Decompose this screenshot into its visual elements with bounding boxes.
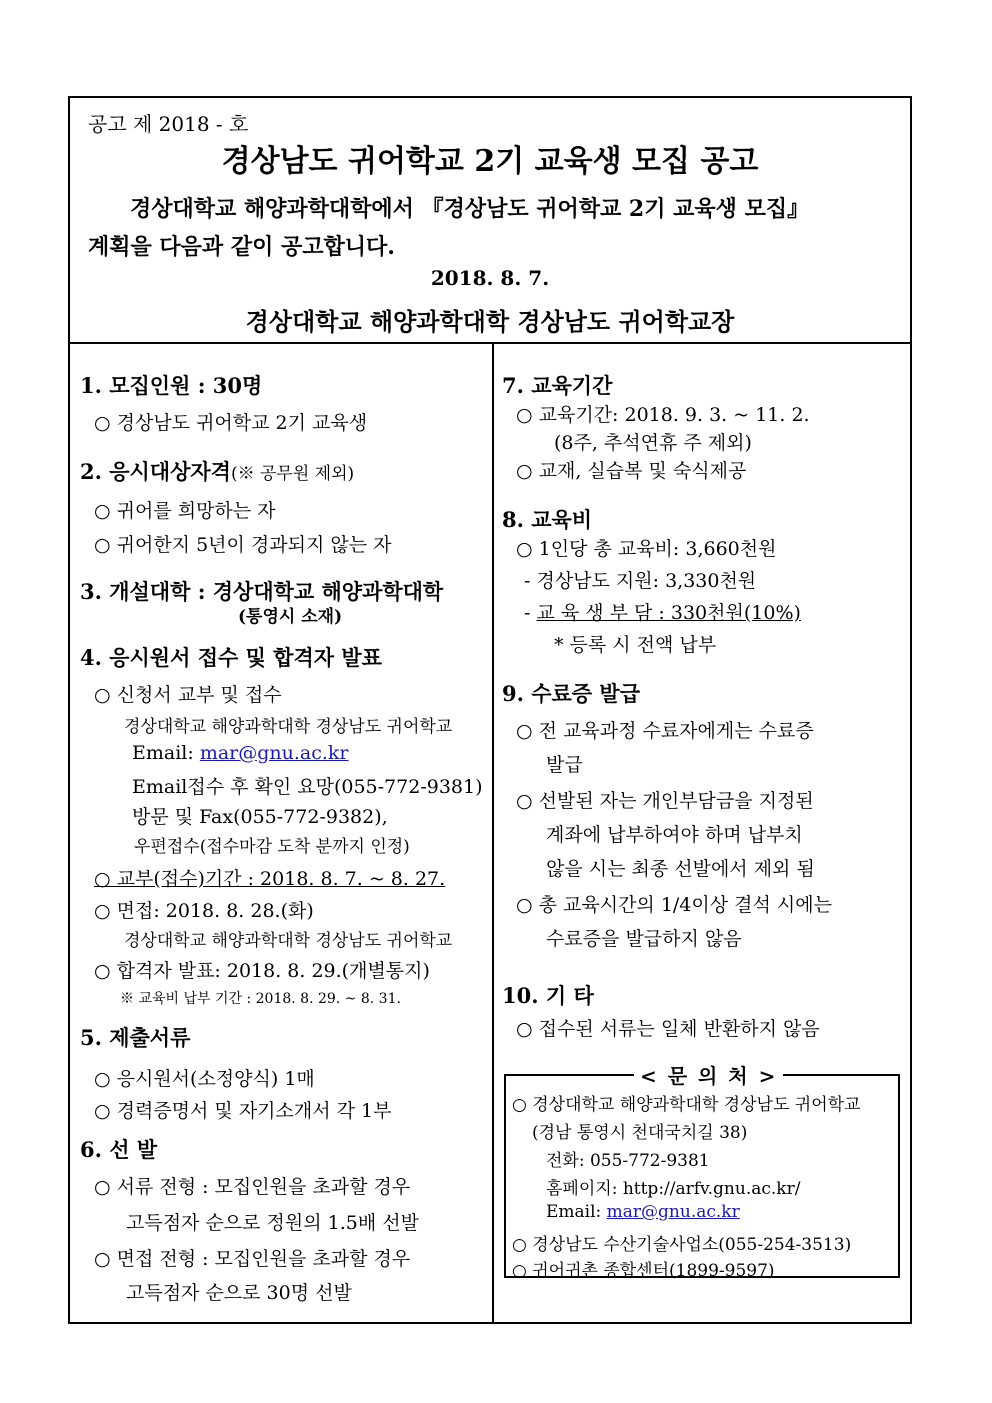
contact-email-row [546,1202,740,1222]
section-3-title: 3. 개설대학 : 경상대학교 해양과학대학 [80,579,444,604]
section-6-item-2b: 고득점자 순으로 30명 선발 [126,1282,352,1304]
section-8-item-1: ○ 1인당 총 교육비: 3,660천원 [516,538,777,560]
notice-number: 공고 제 2018 - 호 [88,112,249,136]
email-label: Email: [132,742,200,764]
contact-item-2: ○ 경상남도 수산기술사업소(055-254-3513) [512,1235,852,1255]
intro-line-1: 경상대학교 해양과학대학에서 『경상남도 귀어학교 2기 교육생 모집』 [130,196,810,222]
section-8-item-3-row [524,598,801,625]
section-8-title: 8. 교육비 [502,507,593,532]
contact-title: < 문 의 처 > [634,1060,783,1089]
section-2-item-2: ○ 귀어한지 5년이 경과되지 않는 자 [94,534,392,556]
section-4-line-3: Email접수 후 확인 요망(055-772-9381) [132,776,483,798]
section-4-line-1: 경상대학교 해양과학대학 경상남도 귀어학교 [124,717,453,737]
section-2-item-1: ○ 귀어를 희망하는 자 [94,500,276,522]
issuer: 경상대학교 해양과학대학 경상남도 귀어학교장 [245,307,735,336]
section-4-email-row [132,742,349,764]
section-8-item-2: - 경상남도 지원: 3,330천원 [524,570,757,592]
section-7-title: 7. 교육기간 [502,373,613,398]
section-2-note: (※ 공무원 제외) [230,464,355,484]
section-4-line-5: 우편접수(접수마감 도착 분까지 인정) [134,837,410,857]
section-6-item-1: ○ 서류 전형 : 모집인원을 초과할 경우 [94,1176,411,1198]
section-4-line-4: 방문 및 Fax(055-772-9382), [132,806,388,828]
contact-email-link[interactable]: mar@gnu.ac.kr [606,1202,740,1222]
section-4-title: 4. 응시원서 접수 및 합격자 발표 [80,645,382,670]
notice-header [70,98,910,344]
section-4-item-2: ○ 교부(접수)기간 : 2018. 8. 7. ~ 8. 27. [94,868,446,890]
section-6-item-1b: 고득점자 순으로 정원의 1.5배 선발 [126,1212,419,1234]
section-5-item-2: ○ 경력증명서 및 자기소개서 각 1부 [94,1100,392,1122]
section-9-item-2b: 계좌에 납부하여야 하며 납부치 [546,824,803,846]
section-7-item-1: ○ 교육기간: 2018. 9. 3. ~ 11. 2. [516,404,810,426]
section-4-note: ※ 교육비 납부 기간 : 2018. 8. 29. ~ 8. 31. [120,991,401,1007]
contact-item-1b: (경남 통영시 천대국치길 38) [532,1123,748,1143]
section-9-item-2: ○ 선발된 자는 개인부담금을 지정된 [516,790,814,812]
section-2-title-row [80,456,354,486]
section-2-title: 2. 응시대상자격 [80,459,231,484]
section-4-line-6: 경상대학교 해양과학대학 경상남도 귀어학교 [124,931,453,951]
section-5-item-1: ○ 응시원서(소정양식) 1매 [94,1068,315,1090]
section-3-note: (통영시 소재) [238,607,343,627]
contact-item-3: ○ 귀어귀촌 종합센터(1899-9597) [512,1261,775,1281]
notice-frame [68,96,912,1324]
section-9-item-1b: 발급 [546,754,583,776]
section-9-title: 9. 수료증 발급 [502,681,640,706]
contact-phone: 전화: 055-772-9381 [546,1151,710,1171]
notice-date: 2018. 8. 7. [430,266,550,290]
section-9-item-1: ○ 전 교육과정 수료자에게는 수료증 [516,720,814,742]
section-1-title: 1. 모집인원 : 30명 [80,373,263,398]
section-5-title: 5. 제출서류 [80,1025,191,1050]
section-9-item-2c: 않을 시는 최종 선발에서 제외 됨 [546,858,815,880]
section-10-title: 10. 기 타 [502,983,594,1008]
intro-line-2: 계획을 다음과 같이 공고합니다. [88,234,395,260]
section-6-title: 6. 선 발 [80,1137,158,1162]
section-8-note: * 등록 시 전액 납부 [554,634,717,656]
section-10-item-1: ○ 접수된 서류는 일체 반환하지 않음 [516,1018,820,1040]
section-4-item-4: ○ 합격자 발표: 2018. 8. 29.(개별통지) [94,960,430,982]
section-9-item-3: ○ 총 교육시간의 1/4이상 결석 시에는 [516,894,832,916]
section-1-item: ○ 경상남도 귀어학교 2기 교육생 [94,412,368,434]
section-4-item-3: ○ 면접: 2018. 8. 28.(화) [94,900,314,922]
contact-box [504,1064,900,1281]
section-7-item-1b: (8주, 추석연휴 주 제외) [554,432,752,454]
section-8-item-3-dash: - [524,602,537,624]
email-link[interactable]: mar@gnu.ac.kr [199,742,349,764]
section-9-item-3b: 수료증을 발급하지 않음 [546,928,742,950]
page-title: 경상남도 귀어학교 2기 교육생 모집 공고 [221,144,759,179]
contact-email-label: Email: [546,1202,607,1222]
column-divider [492,344,494,1324]
contact-homepage[interactable]: 홈페이지: http://arfv.gnu.ac.kr/ [546,1179,801,1199]
section-8-item-3: 교 육 생 부 담 : 330천원(10%) [536,602,801,624]
section-6-item-2: ○ 면접 전형 : 모집인원을 초과할 경우 [94,1248,411,1270]
section-4-item-1: ○ 신청서 교부 및 접수 [94,684,282,706]
section-7-item-2: ○ 교재, 실습복 및 숙식제공 [516,460,747,482]
contact-item-1: ○ 경상대학교 해양과학대학 경상남도 귀어학교 [512,1095,861,1115]
